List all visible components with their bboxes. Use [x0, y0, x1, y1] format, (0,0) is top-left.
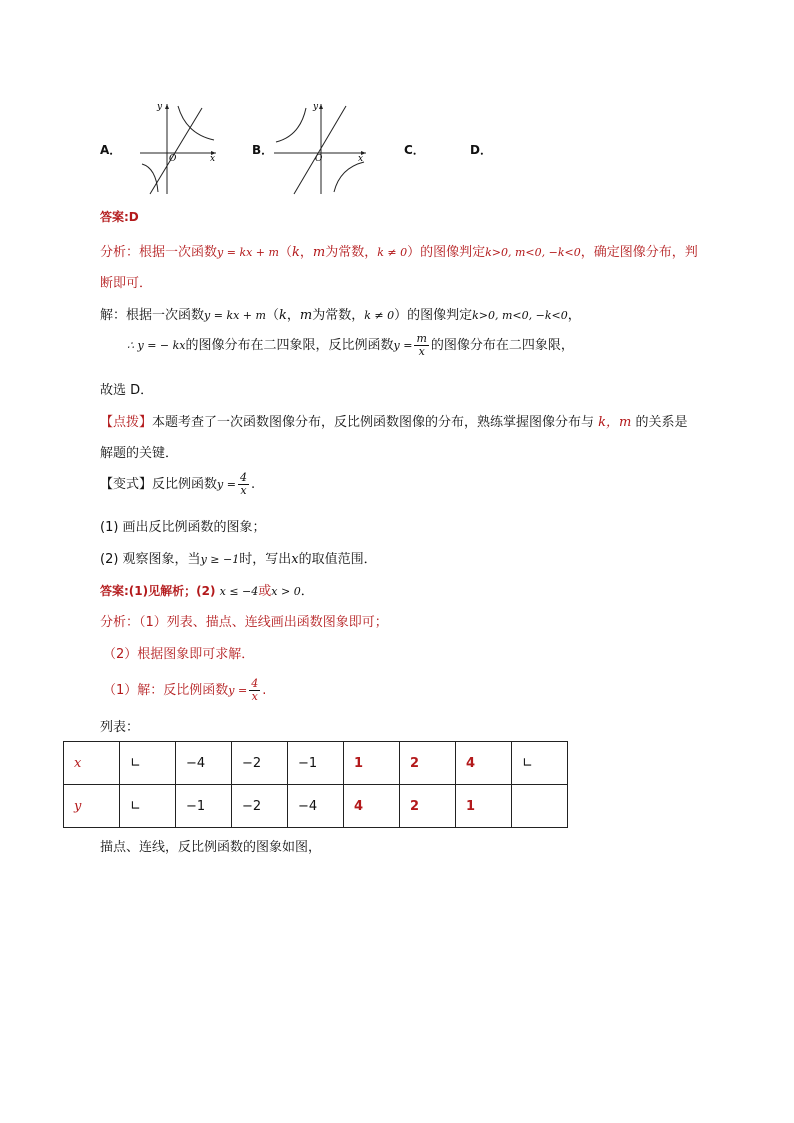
row-head-y: y: [64, 785, 120, 828]
option-b-graph: [272, 96, 372, 196]
value-table: [63, 741, 568, 828]
option-b-label: B．: [252, 143, 274, 157]
final-line: 描点、连线，反比例函数的图象如图，: [100, 840, 322, 855]
analysis-1-line-1: 分析：根据一次函数y = kx + m（k，m为常数，k ≠ 0）的图像判定k>0, m<0, −k<0，确定图像分布，判: [100, 245, 698, 260]
answer-1: 答案:D: [100, 210, 139, 224]
table-cell: −1: [288, 742, 344, 785]
tip-line-1: 【点拨】本题考查了一次函数图像分布，反比例函数图像的分布，熟练掌握图像分布与 k，m 的关系是: [100, 415, 688, 430]
solution-2-title: （1）解：反比例函数y = $\frac{4}{x}$ .: [103, 677, 267, 703]
option-c-label: C．: [404, 143, 425, 157]
option-a-label: A．: [100, 143, 122, 157]
solution-1-line-2: ∴ y = − kx的图像分布在二四象限，反比例函数y = $\frac{m}{x}$ 的图像分布在二四象限，: [127, 332, 574, 358]
table-cell: 4: [344, 785, 400, 828]
table-cell: 1: [456, 785, 512, 828]
table-row-y: [64, 785, 568, 828]
fraction-m-over-x: $\frac{m}{x}$: [416, 332, 427, 358]
table-cell: −4: [176, 742, 232, 785]
tip-line-2: 解题的关键．: [100, 446, 179, 461]
option-a-graph: [120, 96, 220, 196]
table-cell: ∟: [120, 785, 176, 828]
analysis-2-line-1: 分析：（1）列表、描点、连线画出函数图象即可；: [100, 615, 388, 630]
table-cell: 1: [344, 742, 400, 785]
hyperbola-branch-1: [276, 108, 306, 142]
option-d-label: D．: [470, 143, 492, 157]
analysis-1-line-2: 断即可．: [100, 276, 153, 291]
question-1: (1) 画出反比例函数的图象；: [100, 520, 266, 535]
table-cell: −1: [176, 785, 232, 828]
linear-line: [150, 108, 202, 194]
choose-answer: 故选 D．: [100, 383, 154, 398]
x-axis-label: x: [358, 154, 364, 164]
y-axis-label: y: [313, 102, 319, 112]
table-cell: −2: [232, 742, 288, 785]
solution-1-line-1: 解：根据一次函数y = kx + m（k，m为常数，k ≠ 0）的图像判定k>0, m<0, −k<0，: [100, 308, 581, 323]
answer-2: 答案:(1)见解析；(2) x ≤ −4或x > 0．: [100, 584, 314, 599]
table-cell: ∟: [120, 742, 176, 785]
y-axis-label: y: [157, 102, 163, 112]
x-axis-label: x: [210, 154, 216, 164]
origin-label: O: [169, 154, 177, 164]
table-cell: −2: [232, 785, 288, 828]
list-label: 列表：: [100, 720, 140, 735]
table-cell: 4: [456, 742, 512, 785]
row-head-x: x: [64, 742, 120, 785]
hyperbola-branch-1: [178, 106, 214, 140]
variant-title: 【变式】反比例函数y = $\frac{4}{x}$ .: [100, 471, 256, 497]
hyperbola-branch-2: [334, 162, 364, 192]
table-cell: 2: [400, 785, 456, 828]
hyperbola-branch-2: [142, 164, 158, 192]
origin-label: O: [315, 154, 323, 164]
table-row-x: [64, 742, 568, 785]
table-cell: 2: [400, 742, 456, 785]
table-cell: [512, 785, 568, 828]
question-2: (2) 观察图象，当y ≥ −1时，写出x的取值范围．: [100, 552, 377, 567]
analysis-2-line-2: （2）根据图象即可求解．: [103, 647, 255, 662]
table-cell: ∟: [512, 742, 568, 785]
table-cell: −4: [288, 785, 344, 828]
